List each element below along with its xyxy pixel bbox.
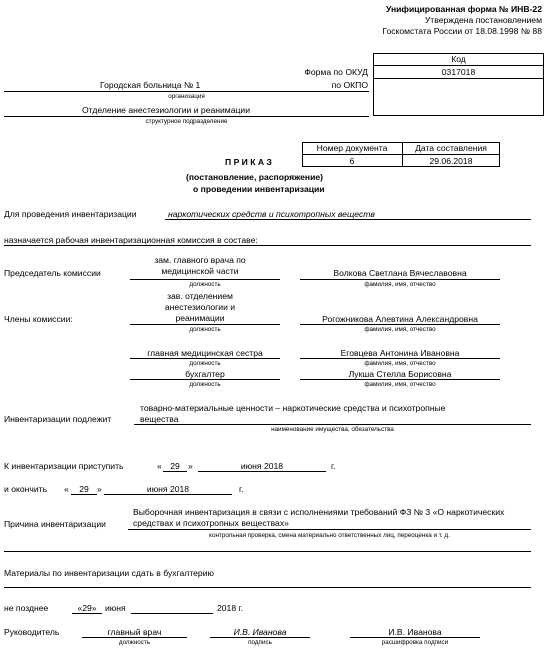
head-signature-caption: подпись <box>248 639 272 646</box>
start-day: 29 <box>170 461 180 471</box>
chairman-position-caption: должность <box>189 281 221 288</box>
chairman-position: зам. главного врача по медицинской части <box>154 255 246 276</box>
end-year-suffix: г. <box>239 484 244 494</box>
org-name: Городская больница № 1 <box>100 80 201 90</box>
head-name-caption: расшифровка подписи <box>381 639 449 646</box>
member3-position: бухгалтер <box>185 369 225 379</box>
end-month: июня 2018 <box>146 484 190 494</box>
commission-text: назначается рабочая инвентаризационная комиссия в составе: <box>4 235 258 245</box>
okud-label: Форма по ОКУД <box>304 67 368 77</box>
subject-label: Инвентаризации подлежит <box>4 414 112 424</box>
purpose-value: наркотических средств и психотропных веществ <box>168 209 375 219</box>
member1-name-caption: фамилия, имя, отчество <box>364 326 436 333</box>
start-quote-close: » <box>188 461 193 471</box>
reason-caption: контрольная проверка, смена материально ответственных лиц, переоценка и т. д. <box>209 532 450 539</box>
form-title: Унифицированная форма № ИНВ-22 <box>385 4 542 14</box>
member1-position: зав. отделением анестезиологии и реанимации <box>164 291 236 323</box>
member3-name-caption: фамилия, имя, отчество <box>364 381 436 388</box>
head-position: главный врач <box>107 627 162 637</box>
chairman-name: Волкова Светлана Вячеславовна <box>333 268 467 278</box>
unit-name: Отделение анестезиологии и реанимации <box>82 105 251 115</box>
head-signature: И.В. Иванова <box>233 627 287 637</box>
end-quote-close: » <box>97 484 102 494</box>
doc-subtitle: (постановление, распоряжение) <box>186 172 323 182</box>
materials-text: Материалы по инвентаризации сдать в бухгалтерию <box>4 568 214 578</box>
head-position-caption: должность <box>118 639 151 646</box>
deadline-day: «29» <box>77 603 97 613</box>
code-label: Код <box>451 54 466 64</box>
member3-position-caption: должность <box>189 381 221 388</box>
start-label: К инвентаризации приступить <box>4 461 124 471</box>
start-quote-open: « <box>157 461 162 471</box>
doc-number: 6 <box>349 156 355 166</box>
end-day: 29 <box>79 484 89 494</box>
head-label: Руководитель <box>4 627 60 637</box>
deadline-year: 2018 г. <box>217 603 243 613</box>
okpo-label: по ОКПО <box>331 80 368 90</box>
start-month: июня 2018 <box>240 461 284 471</box>
deadline-label: не позднее <box>4 603 49 613</box>
member1-name: Рогожникова Алевтина Александровна <box>322 314 478 324</box>
reason-value: Выборочная инвентаризация в связи с исполнениями требований ФЗ № 3 «О наркотических средствах и психотропных веществах» <box>133 507 505 528</box>
end-label: и окончить <box>4 484 48 494</box>
chairman-name-caption: фамилия, имя, отчество <box>364 281 436 288</box>
unit-caption: структурное подразделение <box>145 118 228 125</box>
doc-date: 29.06.2018 <box>429 156 473 166</box>
member2-name: Еговцева Антонина Ивановна <box>340 348 460 358</box>
members-label: Члены комиссии: <box>4 314 73 324</box>
approved-text: Утверждена постановлением <box>424 15 542 25</box>
member3-name: Лукша Стелла Борисовна <box>348 369 452 379</box>
subject-value: товарно-материальные ценности – наркотические средства и психотропные вещества <box>140 403 446 424</box>
end-quote-open: « <box>64 484 69 494</box>
member1-position-caption: должность <box>189 326 221 333</box>
doc-date-label: Дата составления <box>415 143 487 153</box>
purpose-label: Для проведения инвентаризации <box>4 209 137 219</box>
org-caption: организация <box>168 93 205 100</box>
subject-caption: наименование имущества, обязательства <box>271 426 394 433</box>
head-name: И.В. Иванова <box>388 627 442 637</box>
deadline-month: июня <box>105 603 126 613</box>
doc-number-label: Номер документа <box>316 143 388 153</box>
member2-position: главная медицинская сестра <box>147 348 263 358</box>
okud-value: 0317018 <box>441 67 476 77</box>
goskomstat-text: Госкомстата России от 18.08.1998 № 88 <box>382 26 542 36</box>
chairman-label: Председатель комиссии <box>4 268 101 278</box>
member2-position-caption: должность <box>189 360 221 367</box>
doc-subject: о проведении инвентаризации <box>193 184 325 194</box>
member2-name-caption: фамилия, имя, отчество <box>364 360 436 367</box>
reason-label: Причина инвентаризации <box>4 519 106 529</box>
doc-title: П Р И К А З <box>225 157 272 167</box>
start-year-suffix: г. <box>331 461 336 471</box>
